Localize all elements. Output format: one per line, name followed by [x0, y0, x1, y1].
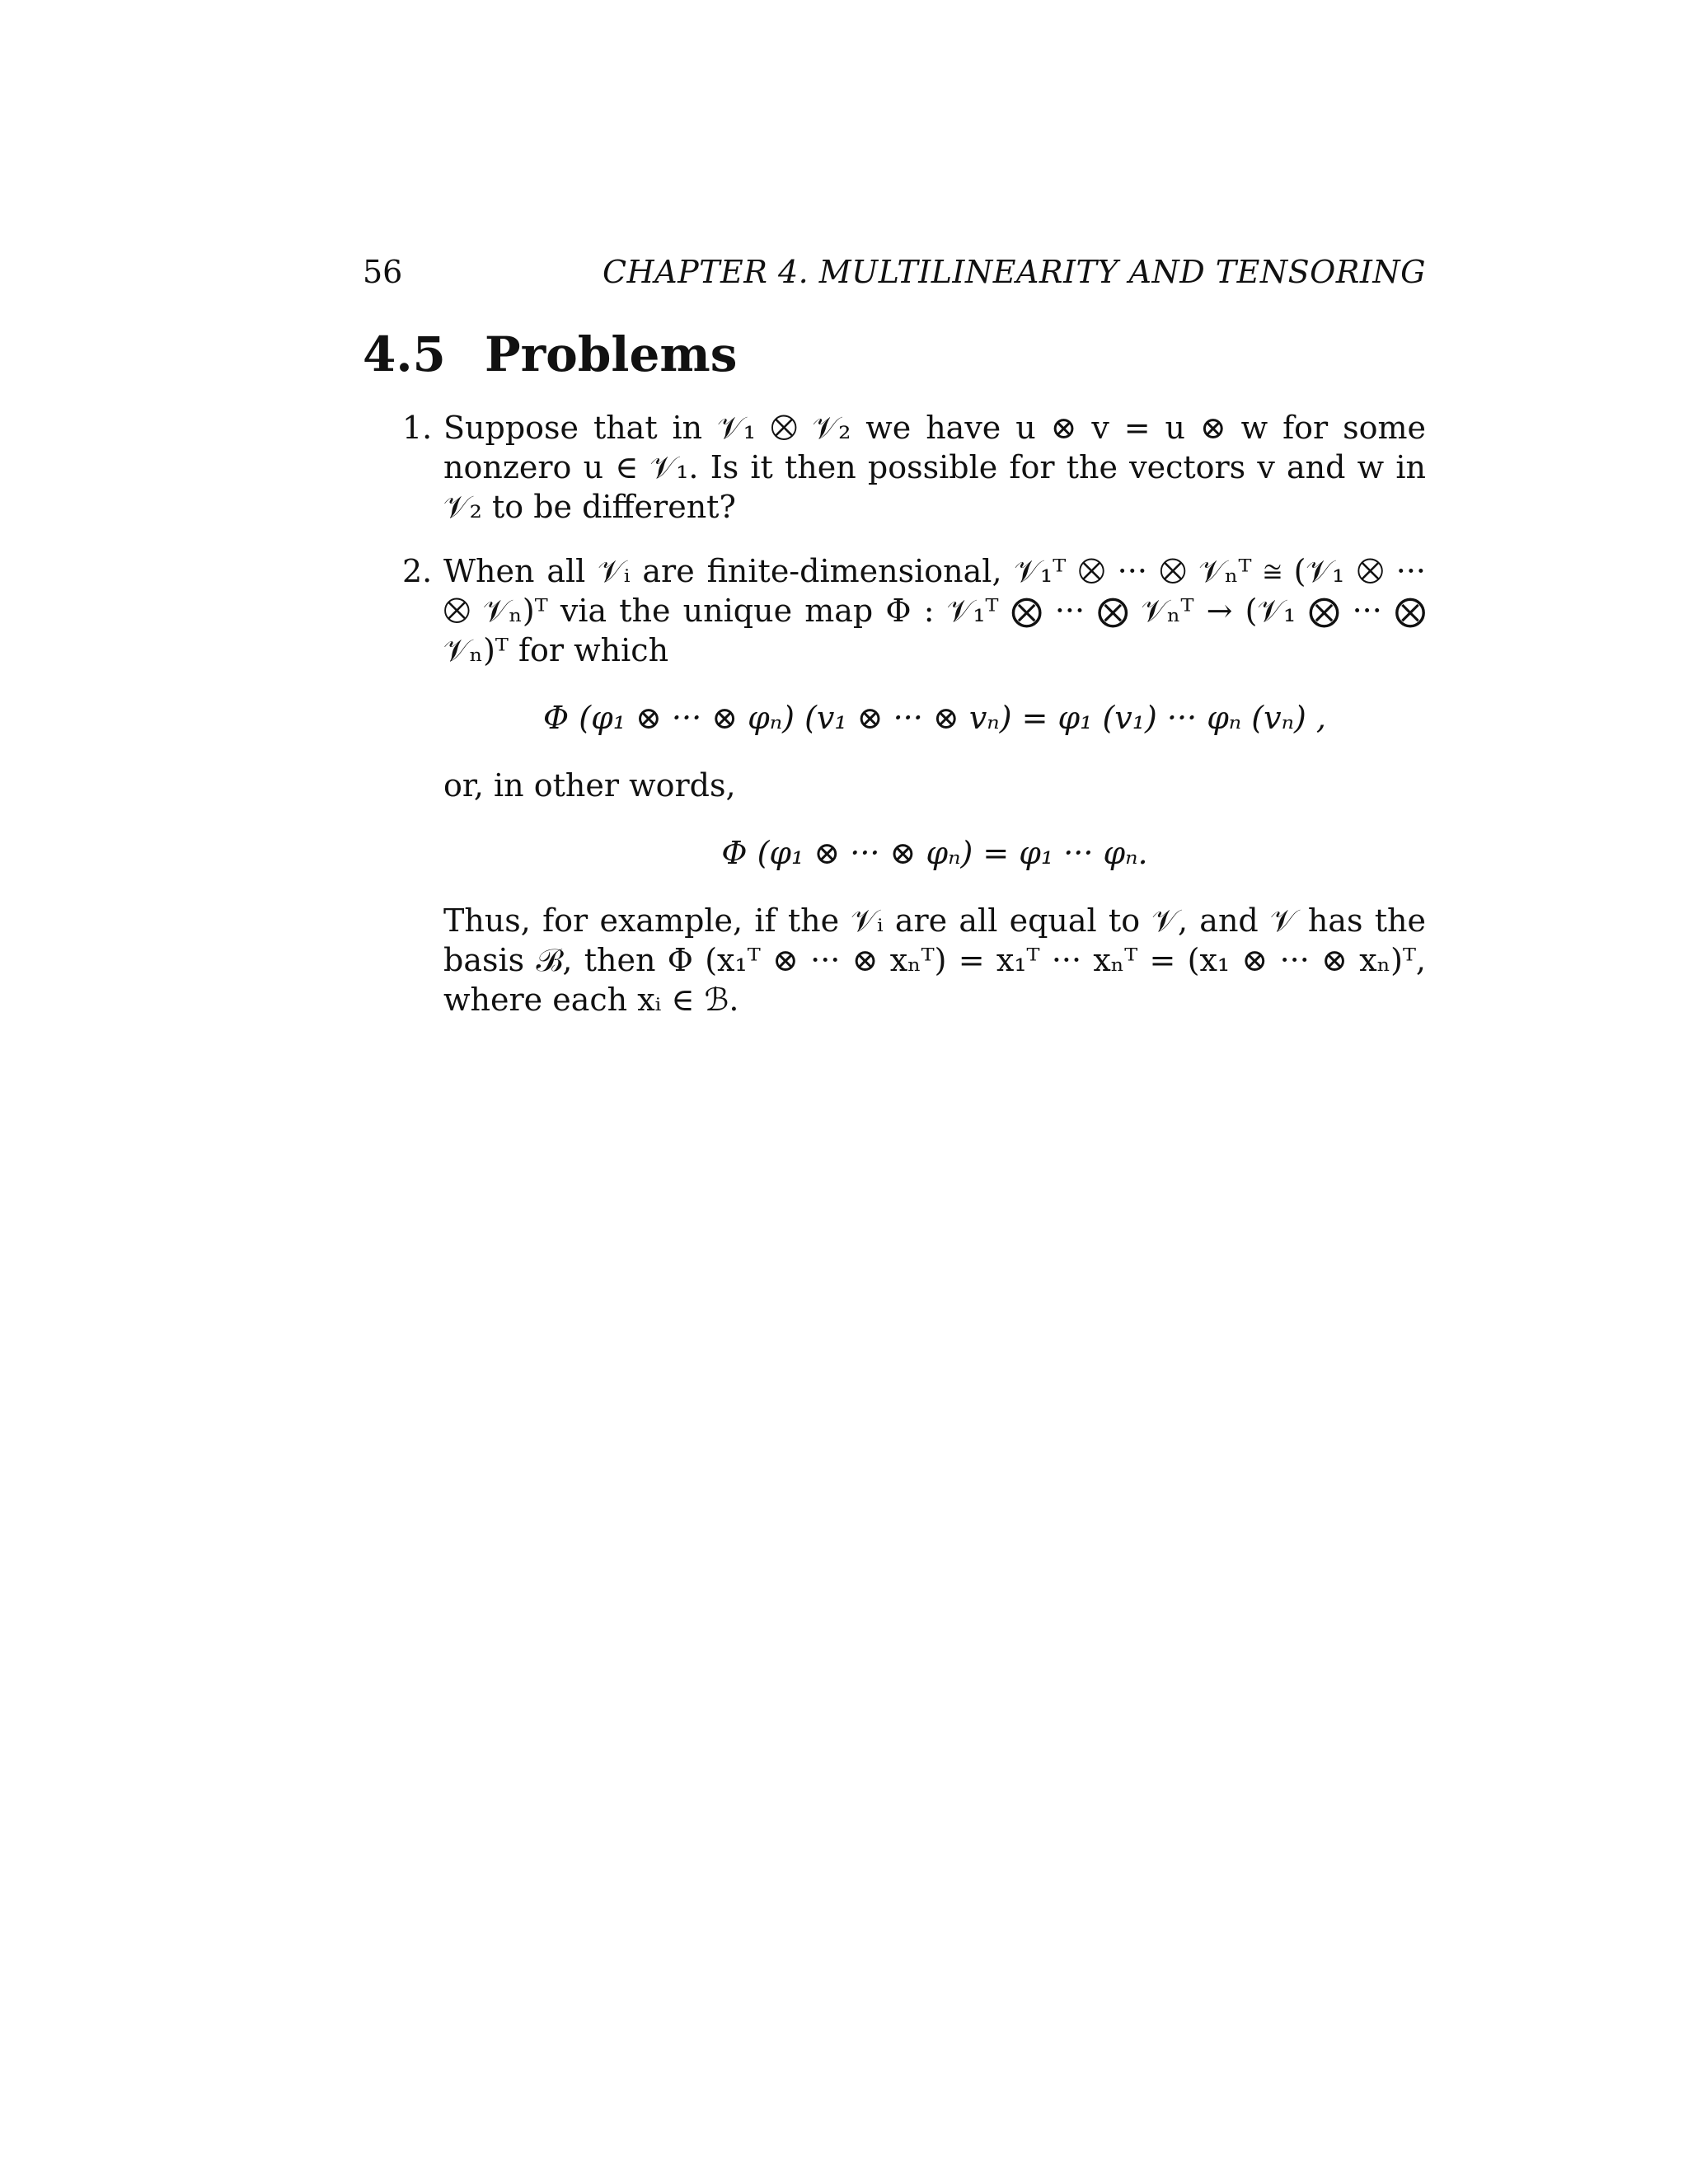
- running-head: [363, 251, 1426, 293]
- section-title: Problems: [485, 326, 738, 382]
- problem-middle-text: or, in other words,: [443, 767, 736, 804]
- section-number: 4.5: [363, 326, 446, 382]
- chapter-title: CHAPTER 4. MULTILINEARITY AND TENSORING: [602, 254, 1426, 290]
- problem-number: 1.: [402, 410, 433, 446]
- page-number: 56: [363, 254, 403, 290]
- problem-number: 2.: [402, 553, 433, 589]
- problem-intro: When all 𝒱ᵢ are finite-dimensional, 𝒱₁ᵀ ⨂ ··· ⨂ 𝒱ₙᵀ ≅ (𝒱₁ ⨂ ··· ⨂ 𝒱ₙ)ᵀ via the unique map Φ : 𝒱₁ᵀ ⨂ ··· ⨂ 𝒱ₙᵀ → (𝒱₁ ⨂ ··· ⨂ 𝒱ₙ)ᵀ for which: [443, 553, 1426, 668]
- problem-conclusion: Thus, for example, if the 𝒱ᵢ are all equal to 𝒱, and 𝒱 has the basis ℬ, then Φ (x₁ᵀ ⊗ ··· ⊗ xₙᵀ) = x₁ᵀ ··· xₙᵀ = (x₁ ⊗ ··· ⊗ xₙ)ᵀ, where each xᵢ ∈ ℬ.: [443, 902, 1426, 1018]
- problem-item-1: [402, 408, 1426, 527]
- problem-item-2: [402, 551, 1426, 1019]
- problem-text: Suppose that in 𝒱₁ ⨂ 𝒱₂ we have u ⊗ v = u ⊗ w for some nonzero u ∈ 𝒱₁. Is it then possible for the vectors v and w in 𝒱₂ to be different?: [443, 410, 1426, 525]
- display-equation-1: Φ (φ₁ ⊗ ··· ⊗ φₙ) (v₁ ⊗ ··· ⊗ vₙ) = φ₁ (v₁) ··· φₙ (vₙ) ,: [543, 700, 1326, 736]
- problem-list: [402, 408, 1426, 1044]
- display-equation-2: Φ (φ₁ ⊗ ··· ⊗ φₙ) = φ₁ ··· φₙ.: [721, 835, 1148, 871]
- section-heading: [363, 326, 737, 383]
